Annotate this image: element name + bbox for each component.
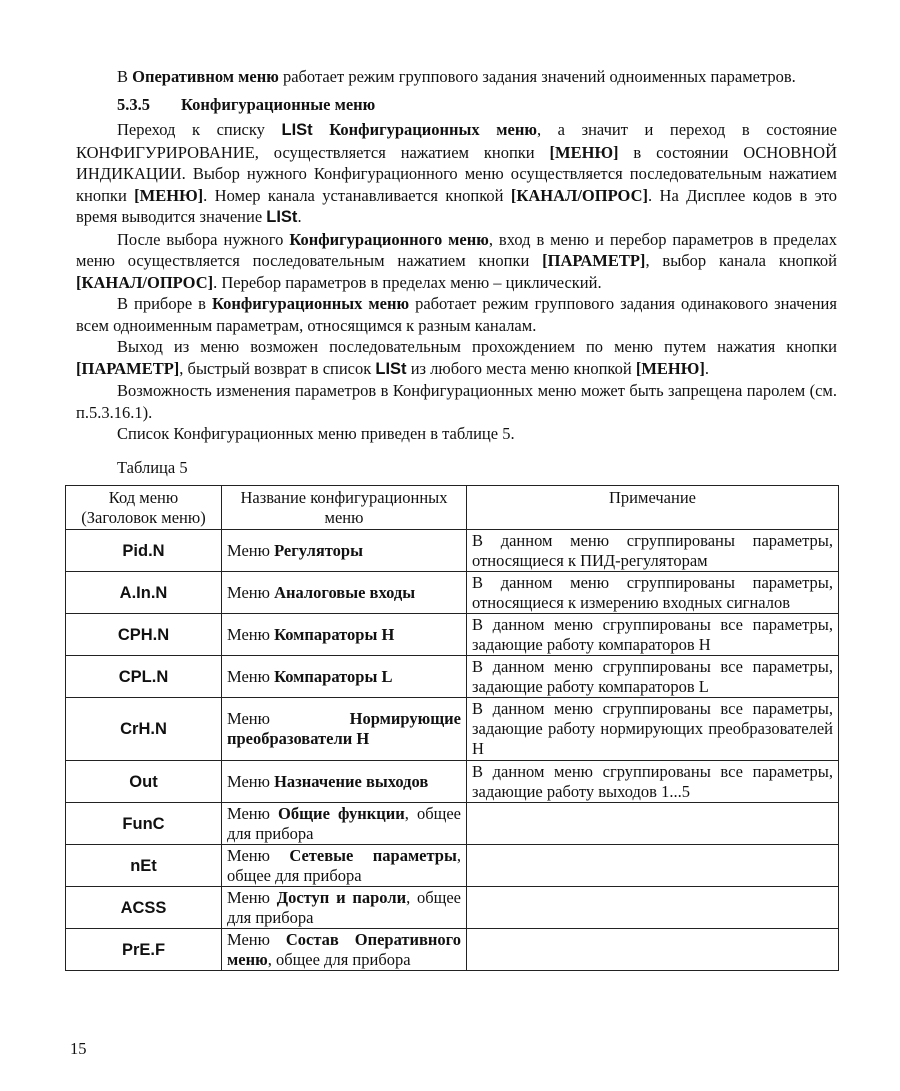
table-row [66,530,839,572]
text: Переход к списку [117,120,282,139]
menu-name-suffix: , общее для прибора [267,949,411,969]
text: . Номер канала устанавливается кнопкой [203,185,511,205]
menu-code: ACSS [66,887,222,929]
text: . [297,207,302,226]
menu-name-prefix: Меню [227,540,275,560]
table-row [66,614,839,656]
menu-name-prefix: Меню [227,845,290,865]
menu-name [222,530,467,572]
text: В [117,67,133,86]
menu-note: В данном меню сгруппированы параметры, относящиеся к измерению входных сигналов [467,572,839,614]
menu-name-prefix: Меню [227,624,275,644]
menu-name [222,845,467,887]
menu-name [222,656,467,698]
menu-name-bold: Аналоговые входы [274,582,416,602]
menu-name-bold: Регуляторы [274,540,363,560]
menu-note: В данном меню сгруппированы все параметры, задающие работу компараторов L [467,656,839,698]
menu-code: CPL.N [66,656,222,698]
table-row [66,656,839,698]
menu-note [467,887,839,929]
menu-name-bold: Компараторы H [274,624,395,644]
table-caption: Таблица 5 [117,457,188,477]
text: Выход из меню возможен последовательным прохождением по меню путем нажатия кнопки [117,337,837,356]
menu-name [222,887,467,929]
bold-term: Оперативном меню [132,67,279,86]
menu-name-prefix: Меню [227,666,275,686]
menu-name-suffix: , общее для прибора [227,887,461,927]
paragraph-operative-menu [76,66,837,88]
page-number: 15 [70,1039,87,1058]
config-menu-table [65,485,839,971]
menu-code: A.In.N [66,572,222,614]
menu-note: В данном меню сгруппированы параметры, относящиеся к ПИД-регуляторам [467,530,839,572]
menu-name-prefix: Меню [227,582,275,602]
button-name: [ПАРАМЕТР] [542,251,646,270]
display-code: LISt [266,208,298,226]
menu-note [467,845,839,887]
menu-code: CPH.N [66,614,222,656]
display-code: LISt [281,121,313,139]
text: работает режим группового задания значений одноименных параметров. [278,67,796,86]
menu-name-prefix: Меню [227,929,286,949]
text: . [704,358,709,378]
menu-name-suffix: , общее для прибора [227,803,462,843]
paragraph-password [76,380,837,423]
menu-name [222,761,467,803]
menu-note: В данном меню сгруппированы все параметры, задающие работу нормирующих преобразователей H [467,698,839,761]
bold-term: Конфигурационного меню [289,229,489,249]
text: Список Конфигурационных меню приведен в таблице 5. [117,424,515,443]
text: , быстрый возврат в список [179,358,376,378]
menu-name [222,698,467,761]
display-code: LISt [375,359,407,378]
section-title: Конфигурационные меню [181,94,376,114]
text: , выбор канала кнопкой [645,251,838,270]
text: Возможность изменения параметров в Конфигурационных меню может быть запрещена паролем (см. п.5.3.16.1). [76,381,837,422]
table-body [66,530,839,971]
table-header-row [66,486,839,530]
paragraph-group-setting [76,293,837,336]
paragraph-menu-exit [76,336,837,380]
menu-note: В данном меню сгруппированы все параметры, задающие работу компараторов H [467,614,839,656]
menu-name [222,929,467,971]
menu-code: Pid.N [66,530,222,572]
menu-code: nEt [66,845,222,887]
table-row [66,698,839,761]
text: , вход в меню и перебор параметров в пределах меню осуществляется последовательным нажатием кнопки [76,229,837,270]
text: в состоянии ОСНОВНОЙ ИНДИКАЦИИ. Выбор нужного Конфигурационного меню осуществляется последовательным нажатием кнопки [76,142,837,205]
bold-term: Конфигурационных меню [211,294,410,313]
table-row [66,887,839,929]
section-heading [76,94,837,116]
paragraph-menu-entry [76,229,837,294]
text: , а значит и переход в состояние КОНФИГУРИРОВАНИЕ, осуществляется нажатием кнопки [76,120,838,162]
menu-name-bold: Компараторы L [274,666,393,686]
menu-name [222,803,467,845]
header-name: Название конфигурационных меню [222,486,467,530]
paragraph-table-reference [76,423,837,445]
text: работает режим группового задания одинакового значения всем одноименным параметрам, относящимся к разным каналам. [76,294,837,335]
text: После выбора нужного [117,229,290,249]
text: В приборе в [117,294,212,313]
button-name: [МЕНЮ] [635,358,705,378]
menu-name-prefix: Меню [227,709,350,728]
menu-note [467,803,839,845]
table-row [66,845,839,887]
menu-name-bold: Общие функции [278,803,405,823]
table-row [66,761,839,803]
header-code: Код меню (Заголовок меню) [66,486,222,530]
menu-name-bold: Доступ и пароли [276,887,407,907]
text: из любого места меню кнопкой [406,358,636,378]
paragraph-list-transition [76,119,837,229]
menu-name-bold: Нормирующие преобразователи H [227,709,461,748]
menu-note [467,929,839,971]
button-name: [МЕНЮ] [134,185,204,205]
menu-name-prefix: Меню [227,771,275,791]
menu-name-prefix: Меню [227,803,279,823]
menu-name-bold: Назначение выходов [274,771,429,791]
menu-code: CrH.N [66,698,222,761]
button-name: [КАНАЛ/ОПРОС] [76,272,214,292]
menu-name-prefix: Меню [227,887,277,907]
menu-code: Out [66,761,222,803]
table-row [66,803,839,845]
menu-name-suffix: , общее для прибора [227,845,461,885]
section-number: 5.3.5 [117,94,150,114]
table-row [66,572,839,614]
table-row [66,929,839,971]
text: . На Дисплее кодов в это время выводится значение [76,185,837,226]
page-content [76,66,837,971]
bold-term: Конфигурационных меню [312,120,537,139]
menu-note: В данном меню сгруппированы все параметры, задающие работу выходов 1...5 [467,761,839,803]
text: . Перебор параметров в пределах меню – циклический. [213,272,602,292]
menu-name [222,572,467,614]
menu-name-bold: Сетевые параметры [289,845,457,865]
menu-name-bold: Состав Оперативного меню [227,929,462,969]
button-name: [ПАРАМЕТР] [76,358,180,378]
header-note: Примечание [467,486,839,530]
button-name: [КАНАЛ/ОПРОС] [510,185,649,205]
menu-name [222,614,467,656]
button-name: [МЕНЮ] [549,142,619,162]
menu-code: PrE.F [66,929,222,971]
menu-code: FunC [66,803,222,845]
